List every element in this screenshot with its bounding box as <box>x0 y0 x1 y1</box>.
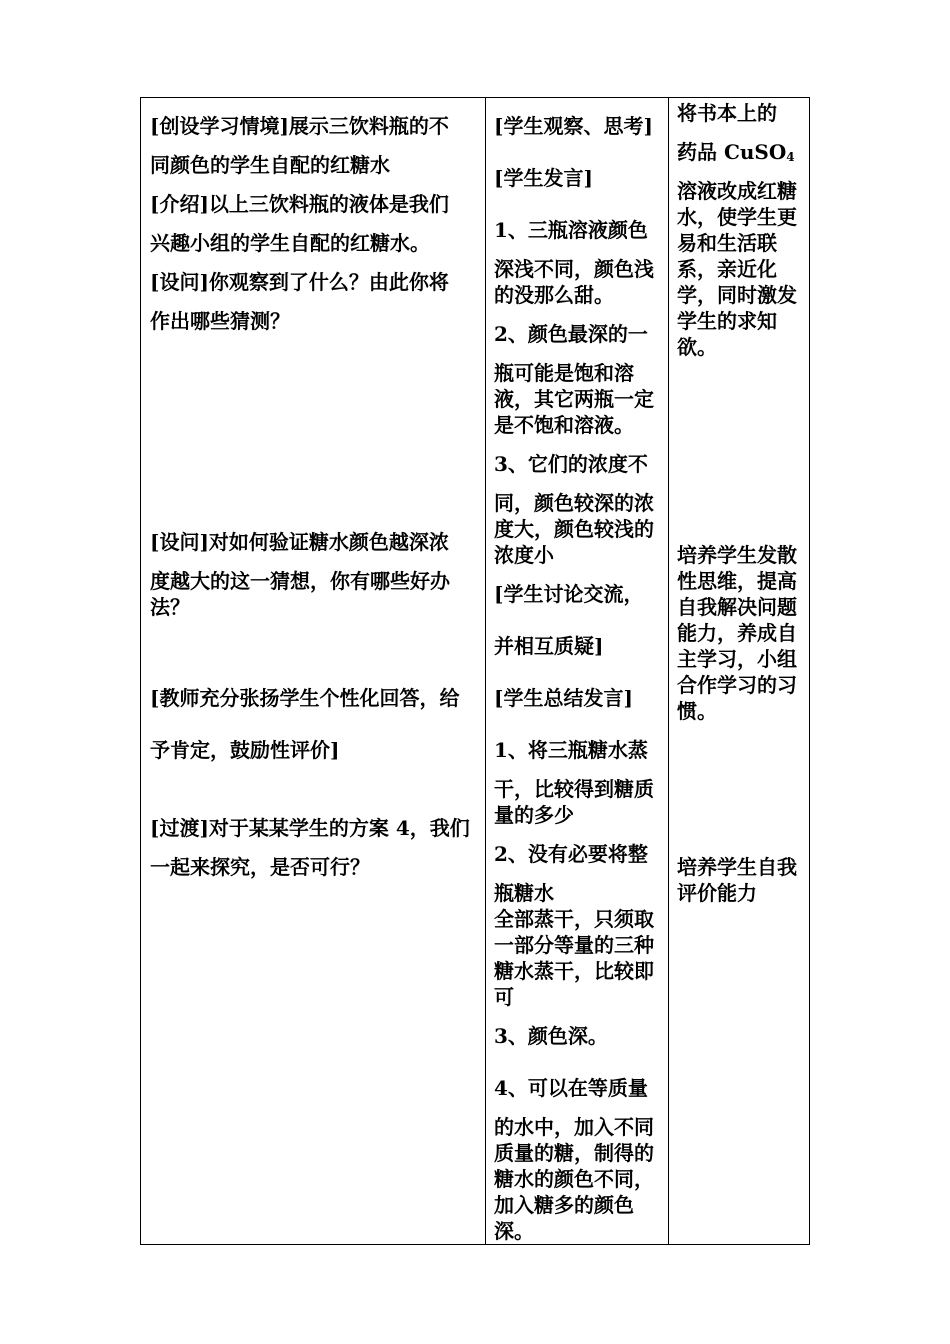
text-line: 1、将三瓶糖水蒸 <box>494 738 648 762</box>
text-block: 全部蒸干，只须取一部分等量的三种糖水蒸干，比较即可 <box>494 907 654 1009</box>
text-line: [创设学习情境]展示三饮料瓶的不 <box>150 114 449 138</box>
text-line: 一起来探究，是否可行？ <box>150 855 370 879</box>
text-line: 4、可以在等质量 <box>494 1076 648 1100</box>
text-line: 3、颜色深。 <box>494 1024 608 1048</box>
text-line: 法？ <box>150 595 190 619</box>
text-line: 将书本上的 <box>677 101 777 125</box>
text-block: 培养学生发散性思维，提高自我解决问题能力，养成自主学习，小组合作学习的习惯。 <box>677 543 797 723</box>
text-line: 2、没有必要将整 <box>494 842 648 866</box>
teacher-activity-column <box>141 98 485 1244</box>
lesson-plan-table <box>140 97 810 1245</box>
text-line: 3、它们的浓度不 <box>494 452 648 476</box>
text-line: [介绍]以上三饮料瓶的液体是我们 <box>150 192 449 216</box>
text-block: 深浅不同，颜色浅的没那么甜。 <box>494 257 654 307</box>
text-line: 1、三瓶溶液颜色 <box>494 218 648 242</box>
text-block: 干，比较得到糖质量的多少 <box>494 777 654 827</box>
text-line: 药品 CuSO$_4$ <box>677 140 795 164</box>
text-line: [学生发言] <box>494 166 593 190</box>
design-intent-column <box>669 98 809 1244</box>
text-line: [设问]你观察到了什么？由此你将 <box>150 270 449 294</box>
text-block: 的水中，加入不同质量的糖，制得的糖水的颜色不同，加入糖多的颜色深。 <box>494 1115 654 1243</box>
text-line: 予肯定，鼓励性评价] <box>150 738 340 762</box>
text-line: 兴趣小组的学生自配的红糖水。 <box>150 231 430 255</box>
text-block: 培养学生自我评价能力 <box>677 855 797 905</box>
text-line: [学生观察、思考] <box>494 114 653 138</box>
text-line: [学生总结发言] <box>494 686 633 710</box>
student-activity-column <box>486 98 668 1244</box>
text-block: 瓶可能是饱和溶液，其它两瓶一定是不饱和溶液。 <box>494 361 654 437</box>
text-line: 2、颜色最深的一 <box>494 322 648 346</box>
text-block: 同，颜色较深的浓度大，颜色较浅的浓度小 <box>494 491 654 567</box>
text-line: [教师充分张扬学生个性化回答，给 <box>150 686 460 710</box>
text-line: 度越大的这一猜想，你有哪些好办 <box>150 569 450 593</box>
text-line: 作出哪些猜测？ <box>150 309 290 333</box>
text-line: 同颜色的学生自配的红糖水 <box>150 153 390 177</box>
text-line: 并相互质疑] <box>494 634 604 658</box>
text-line: [设问]对如何验证糖水颜色越深浓 <box>150 530 449 554</box>
text-block: 溶液改成红糖水，使学生更易和生活联系，亲近化学，同时激发学生的求知欲。 <box>677 179 797 359</box>
text-line: [过渡]对于某某学生的方案 4，我们 <box>150 816 470 840</box>
text-line: [学生讨论交流， <box>494 582 644 606</box>
text-line: 瓶糖水 <box>494 881 554 905</box>
